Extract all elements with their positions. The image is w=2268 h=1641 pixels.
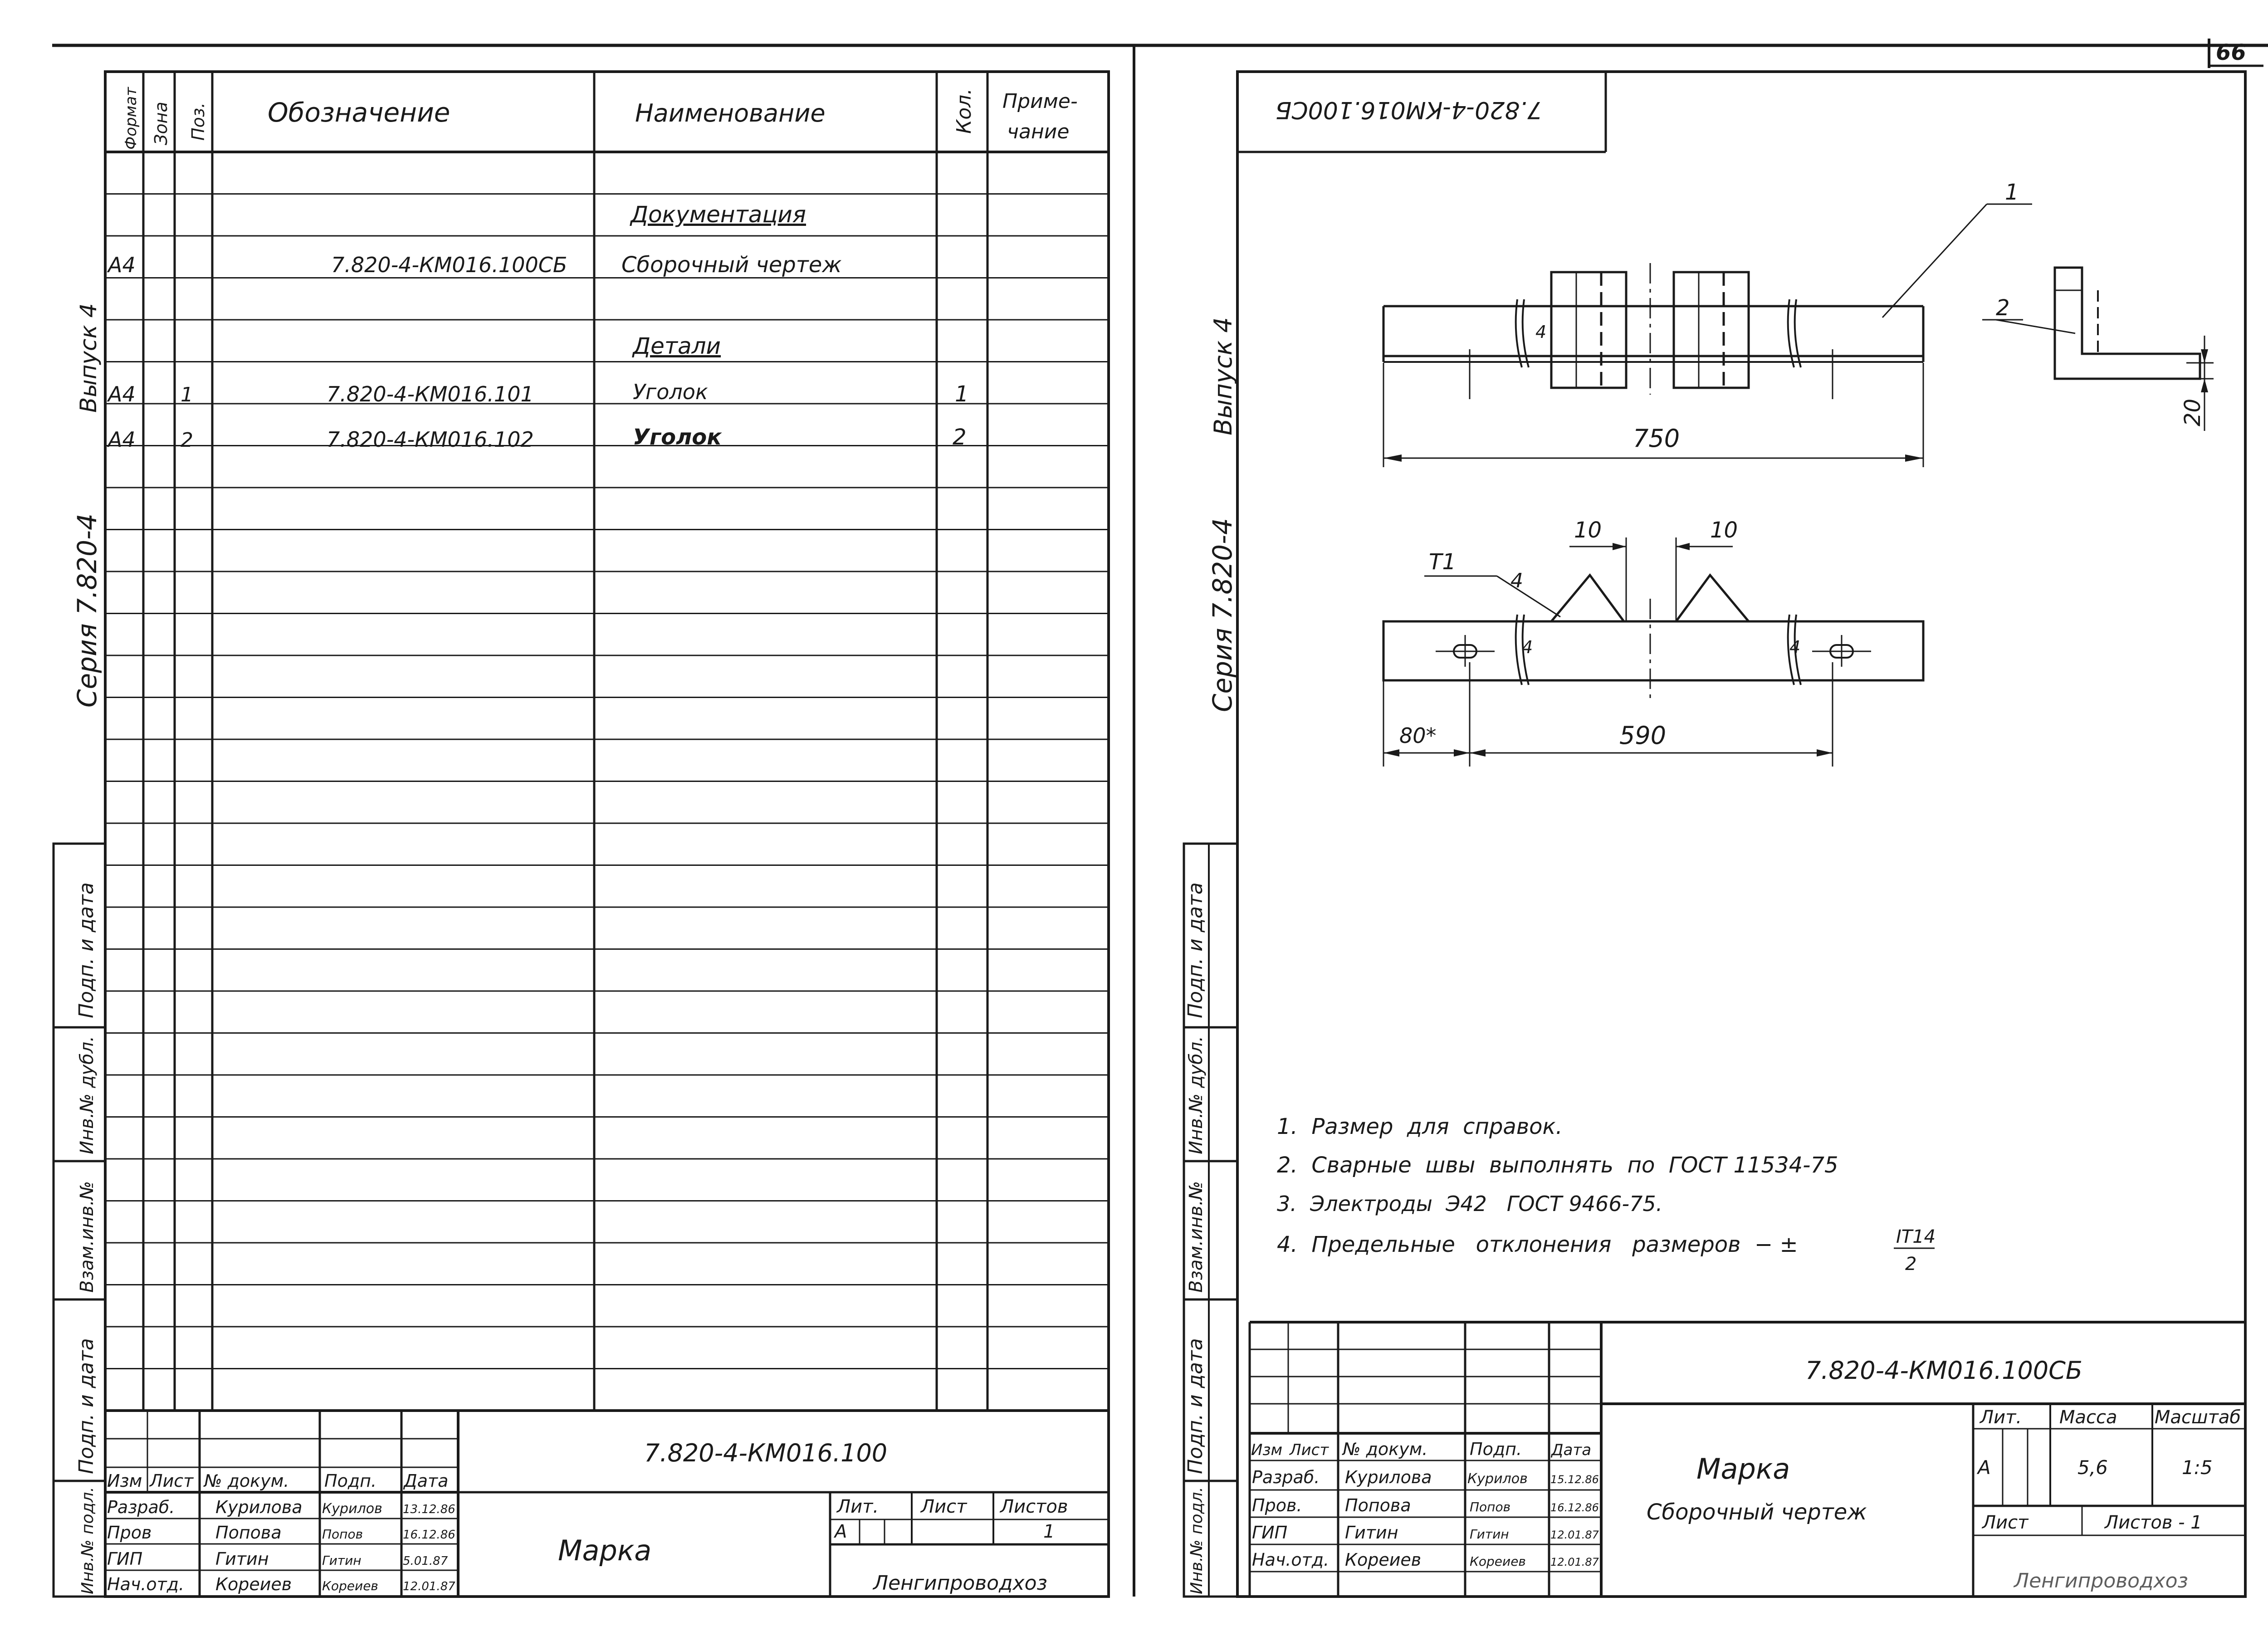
- col-designation-header: Обозначение: [268, 97, 450, 128]
- dim-gap-2: 10: [1710, 518, 1738, 543]
- stamp-signature: Курилов: [322, 1501, 382, 1517]
- side-label-inv-dubl: Инв.№ дубл.: [1186, 1036, 1207, 1154]
- stamp-lit-label: Лит.: [837, 1496, 879, 1517]
- dim-offset: 80*: [1399, 723, 1437, 748]
- note-2: 2. Сварные швы выполнять по ГОСТ 11534-75: [1277, 1153, 1838, 1178]
- side-label-vzam-inv: Взам.инв.№: [1186, 1181, 1207, 1293]
- row-name: Уголок: [633, 380, 708, 404]
- stamp-signature: Попов: [322, 1527, 363, 1542]
- drawing-stamp-role: Нач.отд.: [1252, 1550, 1330, 1570]
- stamp-name: Попова: [215, 1523, 282, 1543]
- row-format: А4: [108, 427, 136, 452]
- row-designation: 7.820-4-КМ016.102: [327, 427, 534, 452]
- drawing-stamp-code: 7.820-4-КМ016.100СБ: [1805, 1356, 2082, 1385]
- drawing-stamp-hdr-izm: Изм: [1251, 1441, 1283, 1459]
- dim-height: 20: [2180, 398, 2205, 426]
- drawing-stamp-date: 16.12.86: [1550, 1501, 1599, 1514]
- section-heading-details: Детали: [633, 333, 721, 359]
- row-qty: 1: [955, 381, 969, 407]
- side-label-vypusk: Выпуск 4: [1209, 317, 1237, 435]
- drawing-stamp-name: Попова: [1345, 1495, 1411, 1515]
- row-qty: 2: [953, 425, 967, 450]
- side-label-seria: Серия 7.820-4: [1207, 518, 1238, 712]
- drawing-stamp-signature: Курилов: [1467, 1471, 1528, 1487]
- row-format: А4: [108, 253, 136, 277]
- stamp-date: 12.01.87: [403, 1580, 455, 1593]
- col-format-header: Формат: [122, 87, 140, 150]
- dim-gap-1: 10: [1574, 518, 1602, 543]
- drawing-stamp-date: 12.01.87: [1550, 1529, 1599, 1541]
- dim-length: 750: [1633, 424, 1680, 453]
- side-label-vzam-inv: Взам.инв.№: [77, 1181, 98, 1293]
- stamp-title: Марка: [558, 1534, 652, 1567]
- note-3: 3. Электроды Э42 ГОСТ 9466-75.: [1277, 1192, 1663, 1216]
- assembly-drawing-sheet: [1184, 72, 2245, 1597]
- side-label-podp-data: Подп. и дата: [75, 882, 98, 1018]
- stamp-role: Разраб.: [107, 1497, 175, 1517]
- stamp-lit-value: А: [835, 1521, 847, 1542]
- drawing-stamp-lit-value: А: [1978, 1456, 1991, 1479]
- callout-4: 4: [1510, 569, 1523, 592]
- side-label-podp-data: Подп. и дата: [75, 1338, 98, 1474]
- col-zone-header: Зона: [151, 102, 171, 145]
- stamp-sheet-label: Лист: [921, 1496, 967, 1517]
- stamp-signature: Гитин: [322, 1553, 362, 1568]
- tolerance-denominator: 2: [1905, 1254, 1917, 1275]
- stamp-hdr-list: Лист: [150, 1471, 194, 1491]
- drawing-stamp-signature: Кореиев: [1470, 1554, 1526, 1569]
- stamp-sheets-value: 1: [1043, 1521, 1055, 1542]
- col-name-header: Наименование: [635, 99, 826, 127]
- mirrored-code: 7.820-4-КМ016.100СБ: [1275, 96, 1542, 123]
- stamp-hdr-sign: Подп.: [324, 1471, 377, 1491]
- tolerance-numerator: IT14: [1896, 1226, 1936, 1247]
- stamp-name: Курилова: [215, 1497, 303, 1517]
- drawing-stamp-scale-label: Масштаб: [2155, 1407, 2241, 1428]
- row-pos: 1: [181, 383, 193, 406]
- stamp-name: Кореиев: [215, 1574, 292, 1594]
- callout-4: 4: [1535, 322, 1547, 342]
- row-designation: 7.820-4-КМ016.101: [327, 382, 534, 406]
- stamp-date: 13.12.86: [403, 1503, 455, 1516]
- drawing-stamp-org: Ленгипроводхоз: [2014, 1569, 2188, 1592]
- stamp-sheets-label: Листов: [1000, 1496, 1068, 1517]
- stamp-date: 5.01.87: [403, 1554, 448, 1568]
- row-name: Сборочный чертеж: [621, 252, 842, 278]
- note-1: 1. Размер для справок.: [1277, 1114, 1563, 1139]
- row-name: Уголок: [633, 425, 722, 450]
- side-label-seria: Серия 7.820-4: [72, 513, 103, 708]
- callout-4: 4: [1789, 637, 1801, 657]
- row-format: А4: [108, 382, 136, 406]
- drawing-stamp-mass-value: 5,6: [2077, 1456, 2108, 1479]
- drawing-stamp-scale-value: 1:5: [2182, 1456, 2213, 1479]
- drawing-stamp-title-1: Марка: [1696, 1452, 1790, 1485]
- page-number: 66: [2216, 40, 2246, 65]
- drawing-stamp-sheet-label: Лист: [1982, 1512, 2028, 1533]
- stamp-hdr-date: Дата: [404, 1471, 449, 1491]
- drawing-stamp-signature: Попов: [1470, 1499, 1511, 1514]
- drawing-stamp-name: Курилова: [1345, 1467, 1432, 1487]
- stamp-org: Ленгипроводхоз: [873, 1572, 1047, 1595]
- dim-length-2: 590: [1619, 721, 1667, 750]
- callout-1: 1: [2005, 180, 2019, 205]
- drawing-stamp-sheets-label: Листов - 1: [2105, 1512, 2202, 1533]
- drawing-stamp-lit-label: Лит.: [1980, 1407, 2022, 1428]
- col-pos-header: Поз.: [188, 102, 208, 141]
- drawing-stamp-role: ГИП: [1252, 1523, 1288, 1543]
- stamp-hdr-izm: Изм: [107, 1471, 142, 1491]
- note-4: 4. Предельные отклонения размеров − ±: [1277, 1232, 1798, 1257]
- col-note-header-2: чание: [1007, 120, 1070, 143]
- callout-2: 2: [1996, 295, 2010, 321]
- drawing-stamp-role: Пров.: [1252, 1495, 1302, 1515]
- stamp-code: 7.820-4-КМ016.100: [644, 1439, 888, 1467]
- drawing-stamp-title-2: Сборочный чертеж: [1647, 1499, 1867, 1525]
- row-pos: 2: [181, 429, 193, 452]
- drawing-stamp-name: Гитин: [1345, 1523, 1398, 1543]
- drawing-stamp-mass-label: Масса: [2059, 1407, 2117, 1428]
- stamp-role: Нач.отд.: [107, 1574, 185, 1594]
- part-front-view: [1383, 322, 1923, 767]
- stamp-hdr-doc: № докум.: [204, 1471, 289, 1491]
- side-label-vypusk: Выпуск 4: [75, 303, 102, 413]
- section-heading-documentation: Документация: [631, 201, 806, 228]
- drawing-stamp-date: 15.12.86: [1550, 1473, 1599, 1486]
- drawing-stamp-role: Разраб.: [1252, 1467, 1320, 1487]
- side-label-podp-data: Подп. и дата: [1184, 1338, 1207, 1474]
- col-qty-header: Кол.: [953, 88, 976, 134]
- stamp-role: Пров: [107, 1523, 152, 1543]
- stamp-date: 16.12.86: [403, 1528, 455, 1542]
- drawing-notes: [1277, 1114, 1936, 1275]
- drawing-stamp-signature: Гитин: [1470, 1527, 1509, 1542]
- side-label-inv-podl: Инв.№ подл.: [1188, 1487, 1206, 1594]
- drawing-stamp-hdr-date: Дата: [1551, 1441, 1592, 1459]
- specification-sheet: [54, 72, 1109, 1597]
- drawing-stamp-hdr-sign: Подп.: [1470, 1439, 1522, 1459]
- stamp-signature: Кореиев: [322, 1578, 378, 1593]
- weld-mark: Т1: [1429, 549, 1456, 575]
- drawing-stamp-name: Кореиев: [1345, 1550, 1422, 1570]
- side-label-podp-data: Подп. и дата: [1184, 882, 1207, 1018]
- part-profile: [1982, 268, 2214, 431]
- drawing-stamp-hdr-doc: № докум.: [1343, 1439, 1428, 1459]
- stamp-name: Гитин: [215, 1549, 269, 1569]
- side-label-inv-podl: Инв.№ подл.: [78, 1487, 97, 1594]
- col-note-header-1: Приме-: [1002, 90, 1078, 113]
- drawing-stamp-date: 12.01.87: [1550, 1556, 1599, 1568]
- drawing-stamp-hdr-list: Лист: [1290, 1441, 1329, 1459]
- row-designation: 7.820-4-КМ016.100СБ: [331, 253, 567, 277]
- stamp-role: ГИП: [107, 1549, 143, 1569]
- callout-4: 4: [1522, 637, 1533, 657]
- side-label-inv-dubl: Инв.№ дубл.: [77, 1036, 98, 1154]
- part-top-view: [1383, 180, 2032, 467]
